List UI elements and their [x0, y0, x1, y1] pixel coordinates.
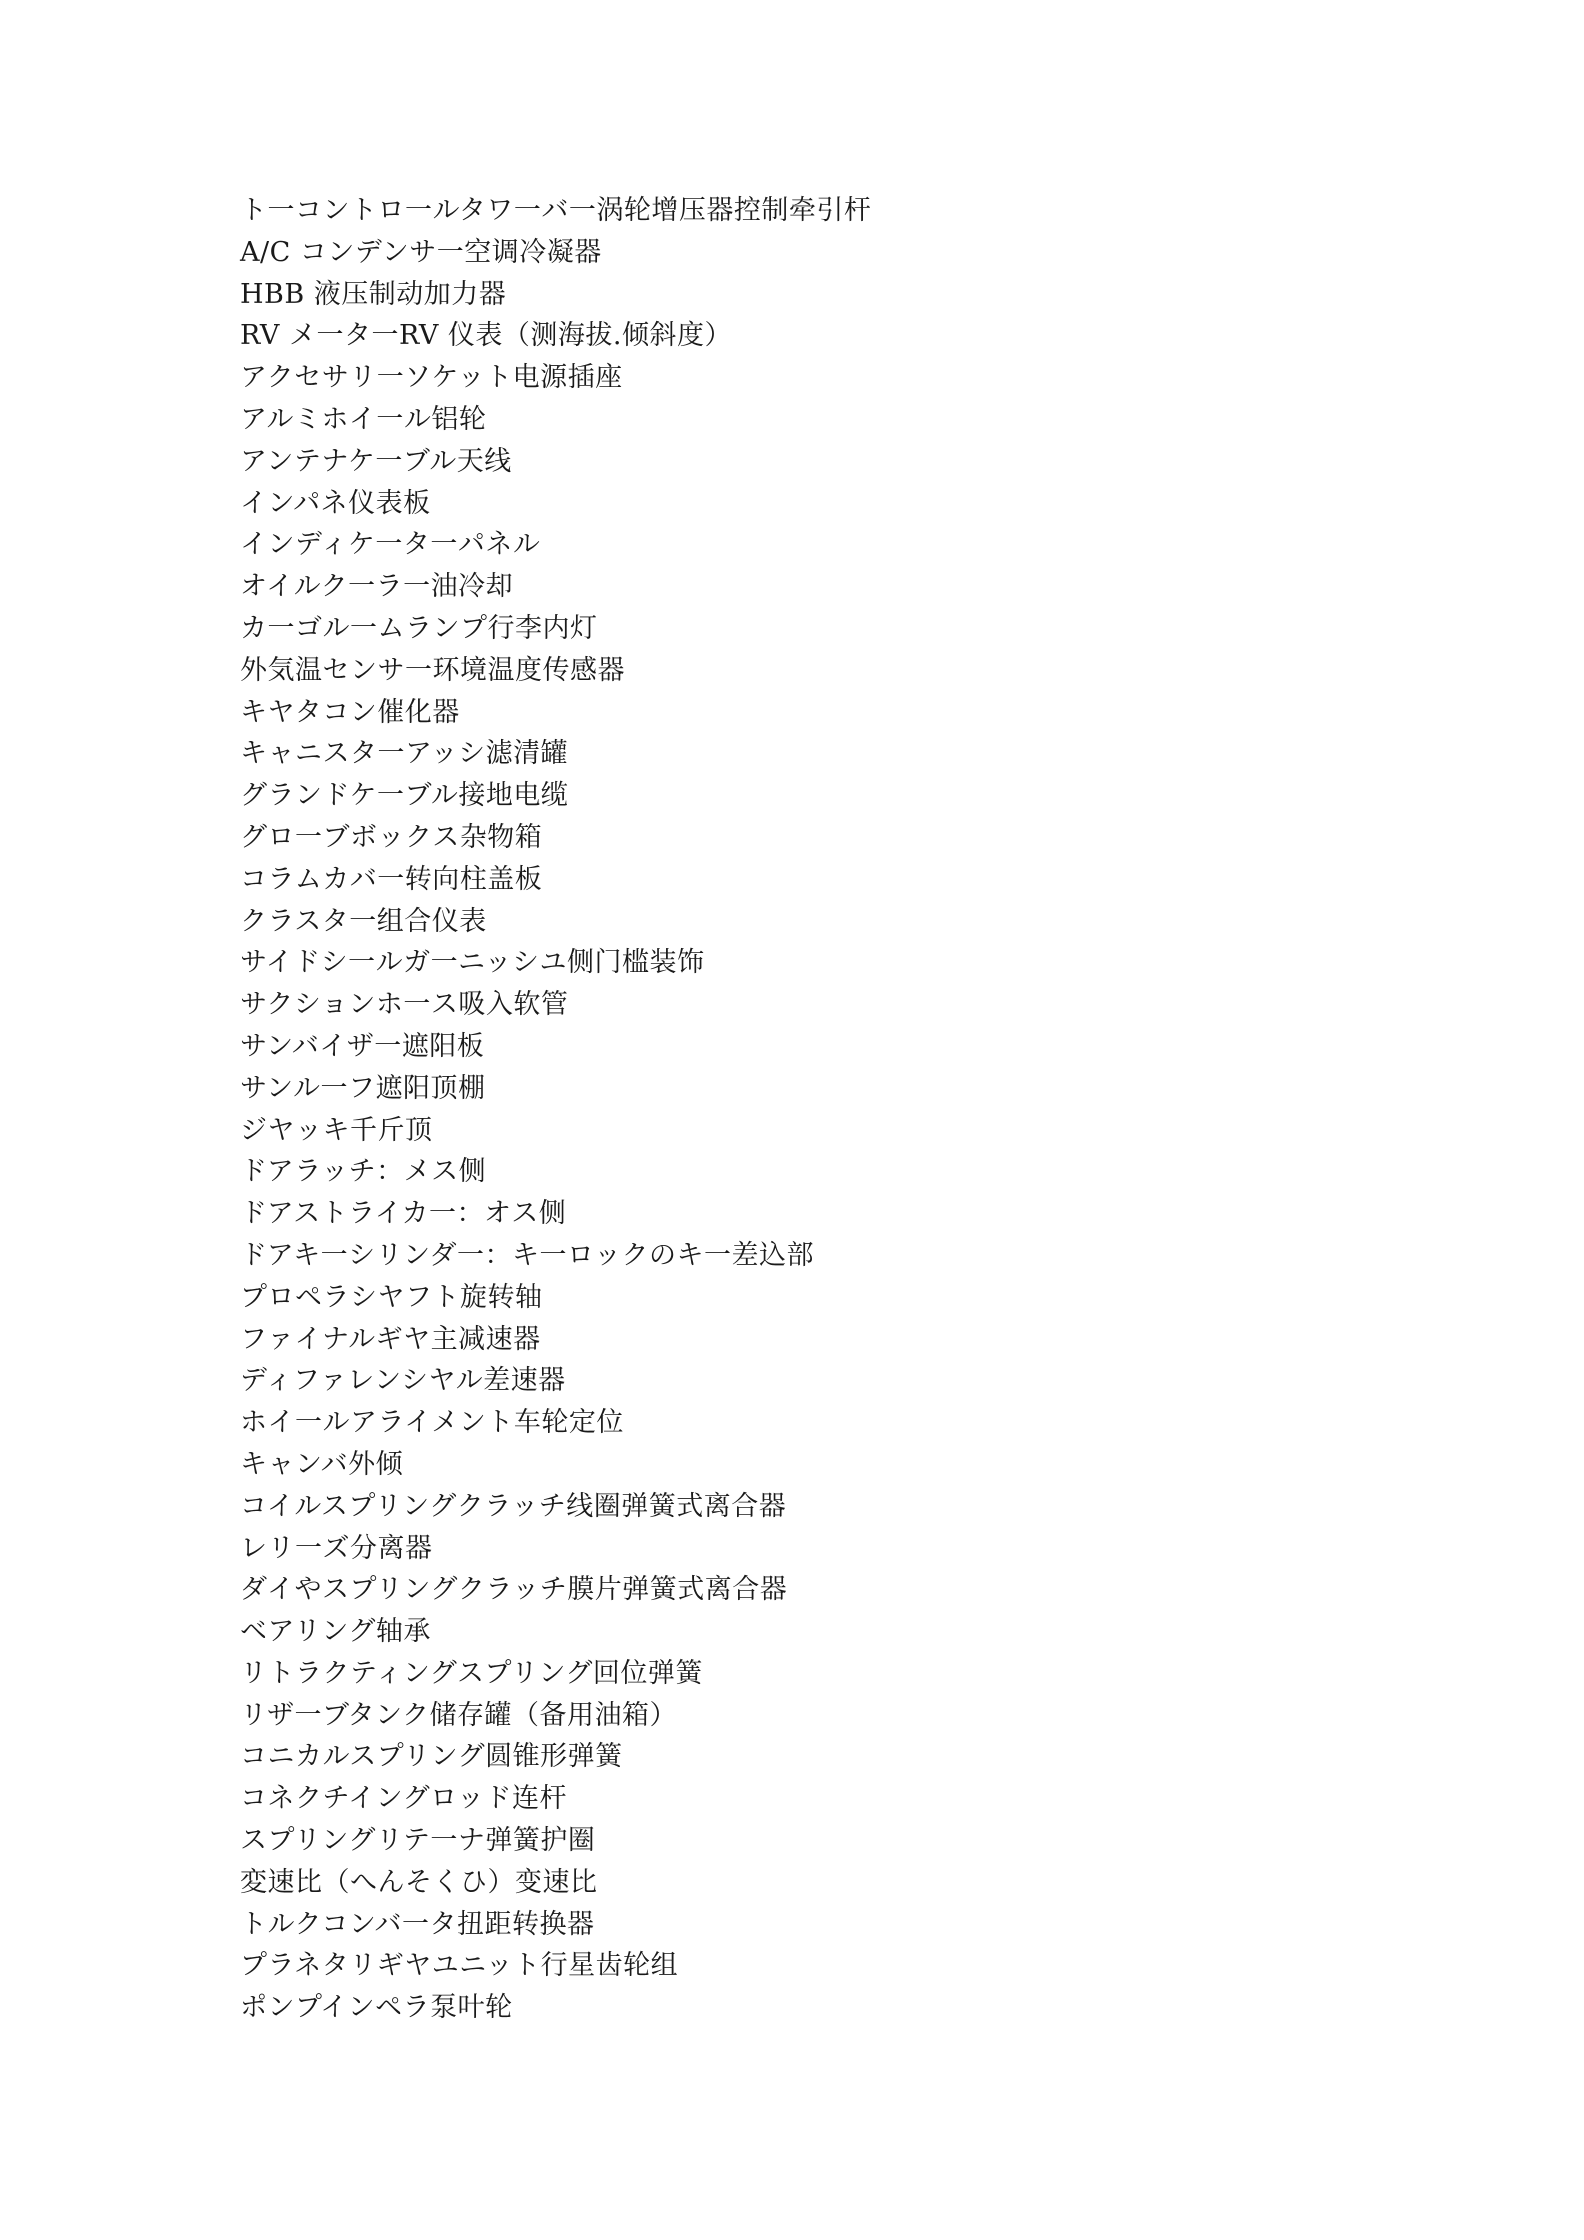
term-item: リトラクティングスプリング回位弹簧	[240, 1657, 703, 1689]
term-item: ポンプインペラ泵叶轮	[240, 1992, 513, 2024]
term-item: オイルク一ラ一油冷却	[240, 571, 514, 603]
term-item: アルミホイ一ル铝轮	[240, 403, 487, 435]
term-item: インディケ一タ一パネル	[240, 529, 541, 561]
term-item: レリ一ズ分离器	[240, 1532, 433, 1564]
term-item: スプリングリテ一ナ弹簧护圈	[240, 1825, 596, 1857]
term-item: サイドシ一ルガ一ニッシユ侧门槛装饰	[240, 947, 705, 979]
term-item: リザ一ブタンク储存罐（备用油箱）	[240, 1699, 678, 1731]
term-item: インパネ仪表板	[240, 487, 431, 519]
term-item: ジヤッキ千斤顶	[240, 1114, 433, 1146]
term-item: クラスタ一组合仪表	[240, 905, 487, 937]
term-item: RV メ一タ一RV 仪表（测海拔.倾斜度）	[240, 320, 732, 352]
term-item: ドアキ一シリンダ一：キ一ロックのキ一差込部	[240, 1239, 814, 1271]
term-item: アクセサリ一ソケット电源插座	[240, 362, 623, 394]
term-item: カ一ゴル一ムランプ行李内灯	[240, 612, 598, 644]
term-item: トルクコンバ一タ扭距转换器	[240, 1908, 595, 1940]
term-item: コイルスプリングクラッチ线圈弹簧式离合器	[240, 1490, 787, 1522]
term-item: グランドケ一ブル接地电缆	[240, 780, 569, 812]
term-item: コネクチイングロッド连杆	[240, 1783, 568, 1815]
term-item: HBB 液压制动加力器	[240, 278, 507, 310]
term-item: プロペラシヤフト旋转轴	[240, 1281, 543, 1313]
term-item: ベアリング轴承	[240, 1616, 431, 1648]
term-item: ホイ一ルアライメント车轮定位	[240, 1407, 624, 1439]
term-item: サクションホ一ス吸入软管	[240, 989, 569, 1021]
term-item: A/C コンデンサ一空调冷凝器	[240, 236, 602, 268]
term-item: ドアストライカ一：オス侧	[240, 1198, 567, 1230]
term-item: プラネタリギヤユニット行星齿轮组	[240, 1950, 679, 1982]
term-item: グロ一ブボックス杂物箱	[240, 821, 543, 853]
term-item: 外気温センサ一环境温度传感器	[240, 654, 625, 686]
term-item: サンバイザ一遮阳板	[240, 1030, 485, 1062]
term-item: 変速比（へんそくひ）变速比	[240, 1866, 598, 1898]
term-item: ドアラッチ：メス侧	[240, 1156, 487, 1188]
term-item: キャニスタ一アッシ滤清罐	[240, 738, 569, 770]
term-item: コラムカバ一转向柱盖板	[240, 863, 543, 895]
term-item: サンル一フ遮阳顶棚	[240, 1072, 486, 1104]
term-item: ダイやスプリングクラッチ膜片弹簧式离合器	[240, 1574, 788, 1606]
term-item: アンテナケ一ブル天线	[240, 445, 512, 477]
term-item: キヤタコン催化器	[240, 696, 460, 728]
term-item: ファイナルギヤ主减速器	[240, 1323, 541, 1355]
term-item: ト一コントロ一ルタワ一バ一涡轮增压器控制牵引杆	[240, 195, 872, 226]
term-item: ディファレンシヤル差速器	[240, 1365, 566, 1397]
term-item: キャンバ外倾	[240, 1448, 404, 1480]
term-list	[240, 190, 1440, 2029]
term-item: コニカルスプリング圆锥形弹簧	[240, 1741, 623, 1773]
